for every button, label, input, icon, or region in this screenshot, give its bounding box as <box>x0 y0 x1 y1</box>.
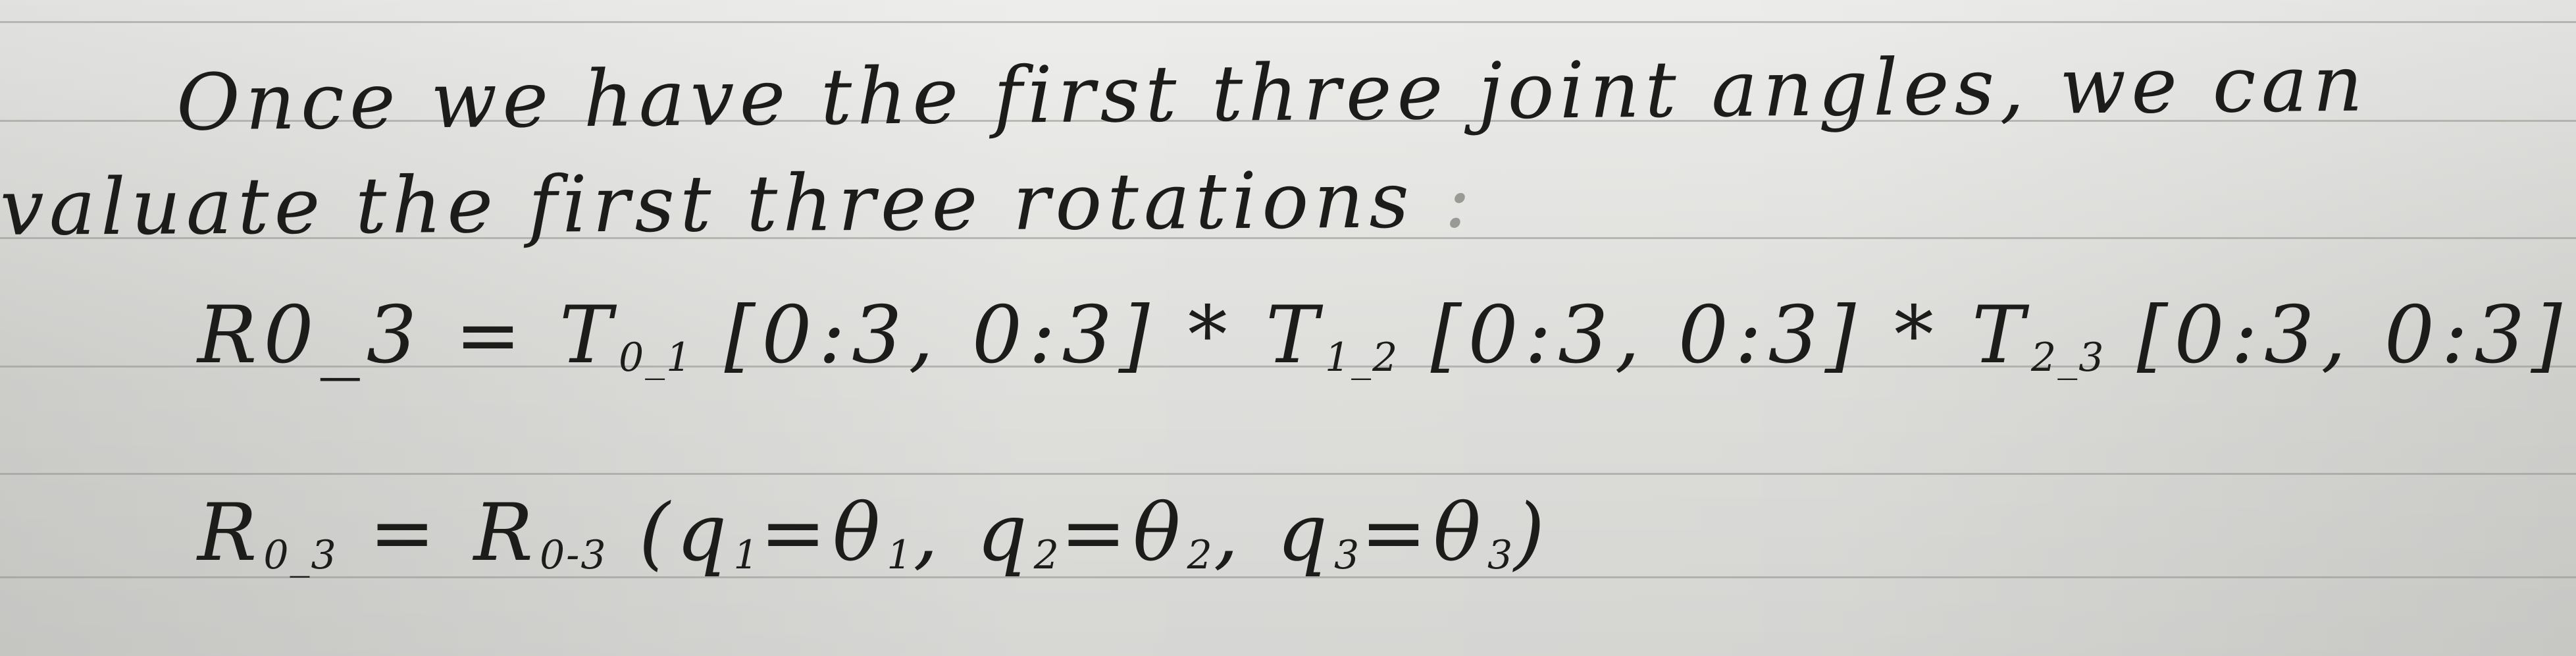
eq1-times-2: * <box>1893 290 1940 381</box>
line-2-text: valuate the first three rotations <box>0 154 1415 253</box>
eq2-rhs-sub: 0-3 <box>539 532 607 579</box>
eq2-rhs: R <box>473 487 540 579</box>
eq2-equals-b: = <box>1060 487 1133 579</box>
eq2-equals-a: = <box>760 487 833 579</box>
eq2-q1: q <box>676 487 734 579</box>
eq1-times-1: * <box>1187 290 1234 381</box>
eq2-q3: q <box>1277 487 1334 579</box>
eq1-equals: = <box>455 290 528 381</box>
ruled-line <box>0 473 2576 475</box>
eq2-close-paren: ) <box>1514 487 1551 579</box>
eq2-q2: q <box>976 487 1034 579</box>
eq1-t2-sub: 1_2 <box>1325 335 1399 381</box>
ruled-line <box>0 21 2576 23</box>
eq1-t3: T <box>1972 290 2032 381</box>
eq1-t1: T <box>559 290 619 381</box>
eq2-equals-c: = <box>1360 487 1433 579</box>
eq2-q2-sub: 2 <box>1033 532 1060 579</box>
eq2-q3-sub: 3 <box>1334 532 1361 579</box>
text-line-1: Once we have the first three joint angles, we can <box>176 38 2369 148</box>
eq2-theta1-sub: 1 <box>887 532 914 579</box>
eq1-t1-index: [0:3, 0:3] <box>724 290 1156 381</box>
eq1-t3-sub: 2_3 <box>2031 335 2105 381</box>
equation-1 <box>197 290 2569 381</box>
eq2-equals: = <box>369 487 442 579</box>
eq2-lhs-sub: 0_3 <box>263 532 338 579</box>
line-2-colon: : <box>1444 154 1476 246</box>
eq2-open-paren: ( <box>638 487 677 579</box>
eq2-q1-sub: 1 <box>733 532 760 579</box>
text-line-2 <box>0 154 1476 253</box>
eq2-theta2-sub: 2 <box>1187 532 1214 579</box>
eq2-comma-1: , <box>913 487 945 579</box>
eq1-lhs: R0_3 <box>197 290 424 381</box>
eq2-theta2: θ <box>1133 487 1187 579</box>
equation-2 <box>197 487 1551 579</box>
eq1-t3-index: [0:3, 0:3] <box>2136 290 2569 381</box>
eq2-lhs: R <box>197 487 264 579</box>
eq2-theta3: θ <box>1433 487 1487 579</box>
eq1-t2-index: [0:3, 0:3] <box>1430 290 1863 381</box>
eq1-t1-sub: 0_1 <box>618 335 693 381</box>
eq2-theta3-sub: 3 <box>1487 532 1514 579</box>
eq2-theta1: θ <box>833 487 887 579</box>
eq2-comma-2: , <box>1213 487 1246 579</box>
eq1-t2: T <box>1265 290 1325 381</box>
